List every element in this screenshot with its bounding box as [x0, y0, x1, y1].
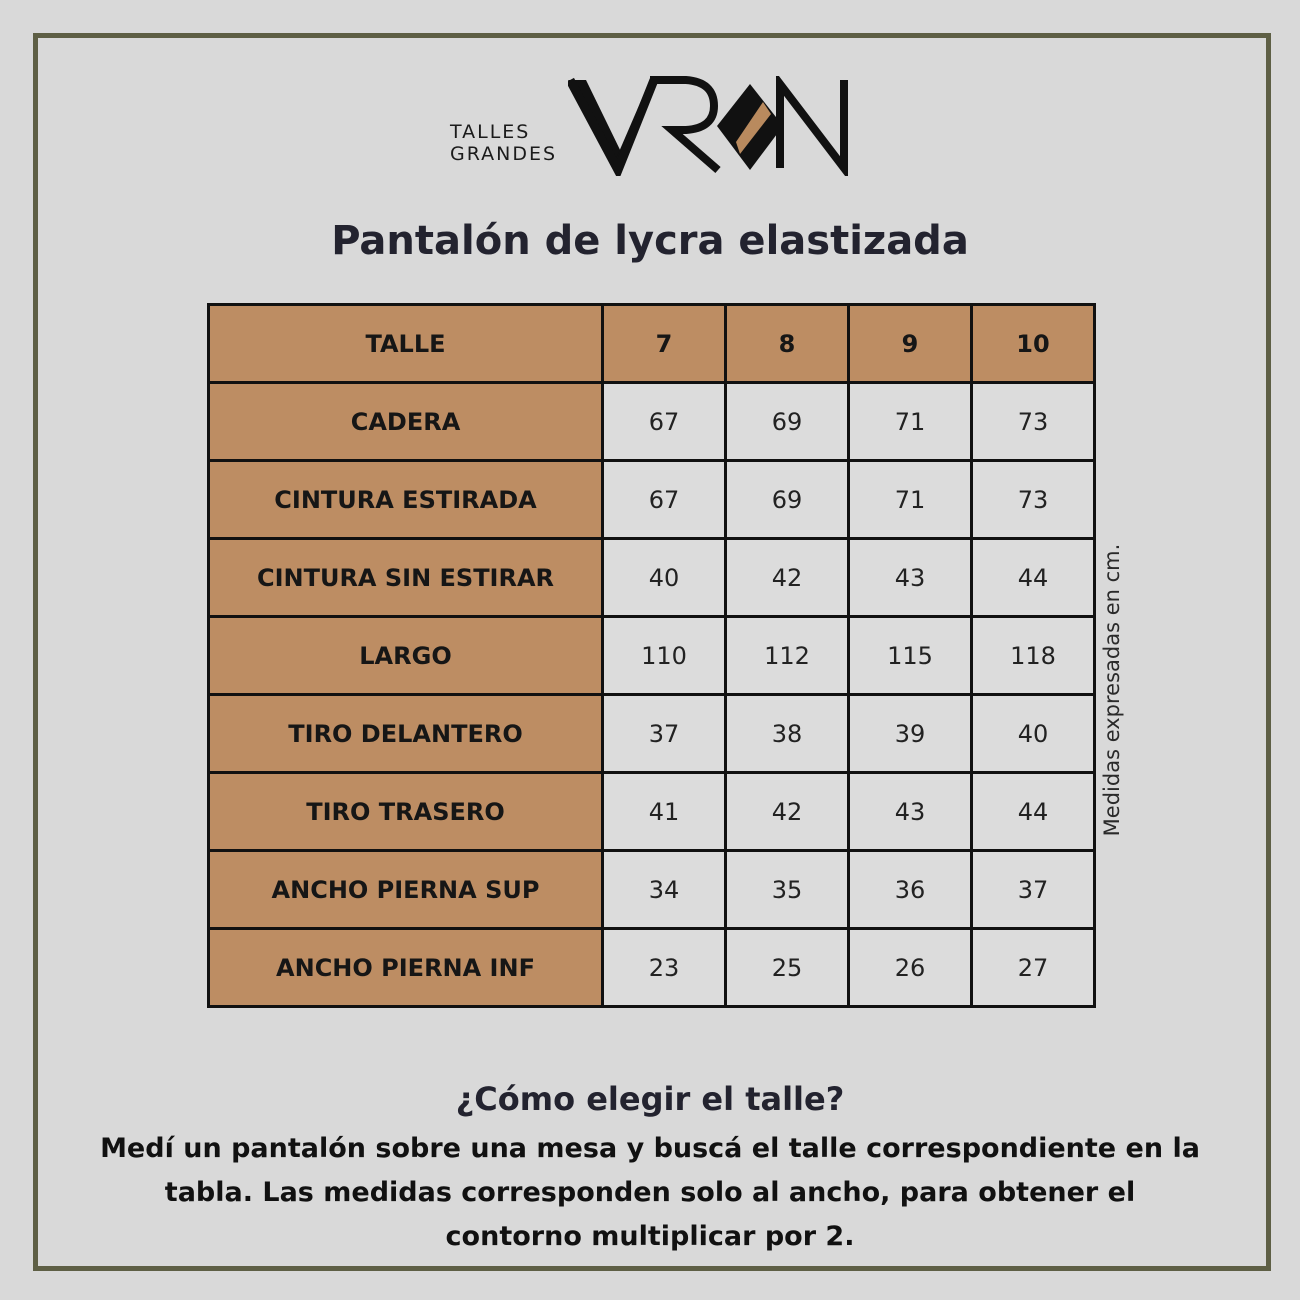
table-cell: 67	[603, 461, 726, 539]
howto-instructions	[70, 1127, 1230, 1259]
table-cell: 69	[726, 383, 849, 461]
table-cell: 36	[849, 851, 972, 929]
table-cell: 40	[603, 539, 726, 617]
table-cell: 41	[603, 773, 726, 851]
table-header-row	[209, 305, 1095, 383]
row-label: TIRO DELANTERO	[209, 695, 603, 773]
table-cell: 44	[972, 773, 1095, 851]
header-label-talle: TALLE	[209, 305, 603, 383]
logo-subtitle-line1: TALLES	[450, 121, 531, 143]
howto-heading: ¿Cómo elegir el talle?	[455, 1080, 845, 1118]
header-size: 10	[972, 305, 1095, 383]
table-row	[209, 383, 1095, 461]
table-row	[209, 773, 1095, 851]
header-size: 8	[726, 305, 849, 383]
row-label: CINTURA SIN ESTIRAR	[209, 539, 603, 617]
table-cell: 37	[972, 851, 1095, 929]
table-cell: 71	[849, 383, 972, 461]
table-cell: 69	[726, 461, 849, 539]
table-cell: 39	[849, 695, 972, 773]
table-cell: 112	[726, 617, 849, 695]
header-size: 9	[849, 305, 972, 383]
table-cell: 23	[603, 929, 726, 1007]
header-size: 7	[603, 305, 726, 383]
table-cell: 34	[603, 851, 726, 929]
table-cell: 115	[849, 617, 972, 695]
howto-line: Medí un pantalón sobre una mesa y buscá el talle correspondiente en la	[100, 1133, 1200, 1164]
row-label: ANCHO PIERNA INF	[209, 929, 603, 1007]
table-row	[209, 851, 1095, 929]
table-cell: 26	[849, 929, 972, 1007]
logo-subtitle-line2: GRANDES	[450, 143, 558, 165]
table-cell: 73	[972, 461, 1095, 539]
table-cell: 43	[849, 539, 972, 617]
table-cell: 67	[603, 383, 726, 461]
units-note: Medidas expresadas en cm.	[1100, 543, 1124, 837]
table-cell: 38	[726, 695, 849, 773]
table-cell: 110	[603, 617, 726, 695]
row-label: CADERA	[209, 383, 603, 461]
row-label: ANCHO PIERNA SUP	[209, 851, 603, 929]
row-label: CINTURA ESTIRADA	[209, 461, 603, 539]
row-label: TIRO TRASERO	[209, 773, 603, 851]
table-cell: 71	[849, 461, 972, 539]
table-row	[209, 617, 1095, 695]
table-row	[209, 539, 1095, 617]
row-label: LARGO	[209, 617, 603, 695]
brand-logo	[448, 76, 858, 176]
howto-line: contorno multiplicar por 2.	[445, 1221, 855, 1252]
table-cell: 25	[726, 929, 849, 1007]
table-cell: 37	[603, 695, 726, 773]
vron-wordmark-icon	[568, 76, 858, 176]
page-title: Pantalón de lycra elastizada	[331, 218, 969, 264]
table-row	[209, 695, 1095, 773]
table-cell: 40	[972, 695, 1095, 773]
table-cell: 118	[972, 617, 1095, 695]
howto-line: tabla. Las medidas corresponden solo al ancho, para obtener el	[164, 1177, 1136, 1208]
table-cell: 42	[726, 773, 849, 851]
table-cell: 73	[972, 383, 1095, 461]
size-chart-table	[207, 303, 1096, 1008]
table-cell: 42	[726, 539, 849, 617]
table-cell: 44	[972, 539, 1095, 617]
table-cell: 27	[972, 929, 1095, 1007]
table-cell: 43	[849, 773, 972, 851]
table-row	[209, 461, 1095, 539]
table-row	[209, 929, 1095, 1007]
table-cell: 35	[726, 851, 849, 929]
